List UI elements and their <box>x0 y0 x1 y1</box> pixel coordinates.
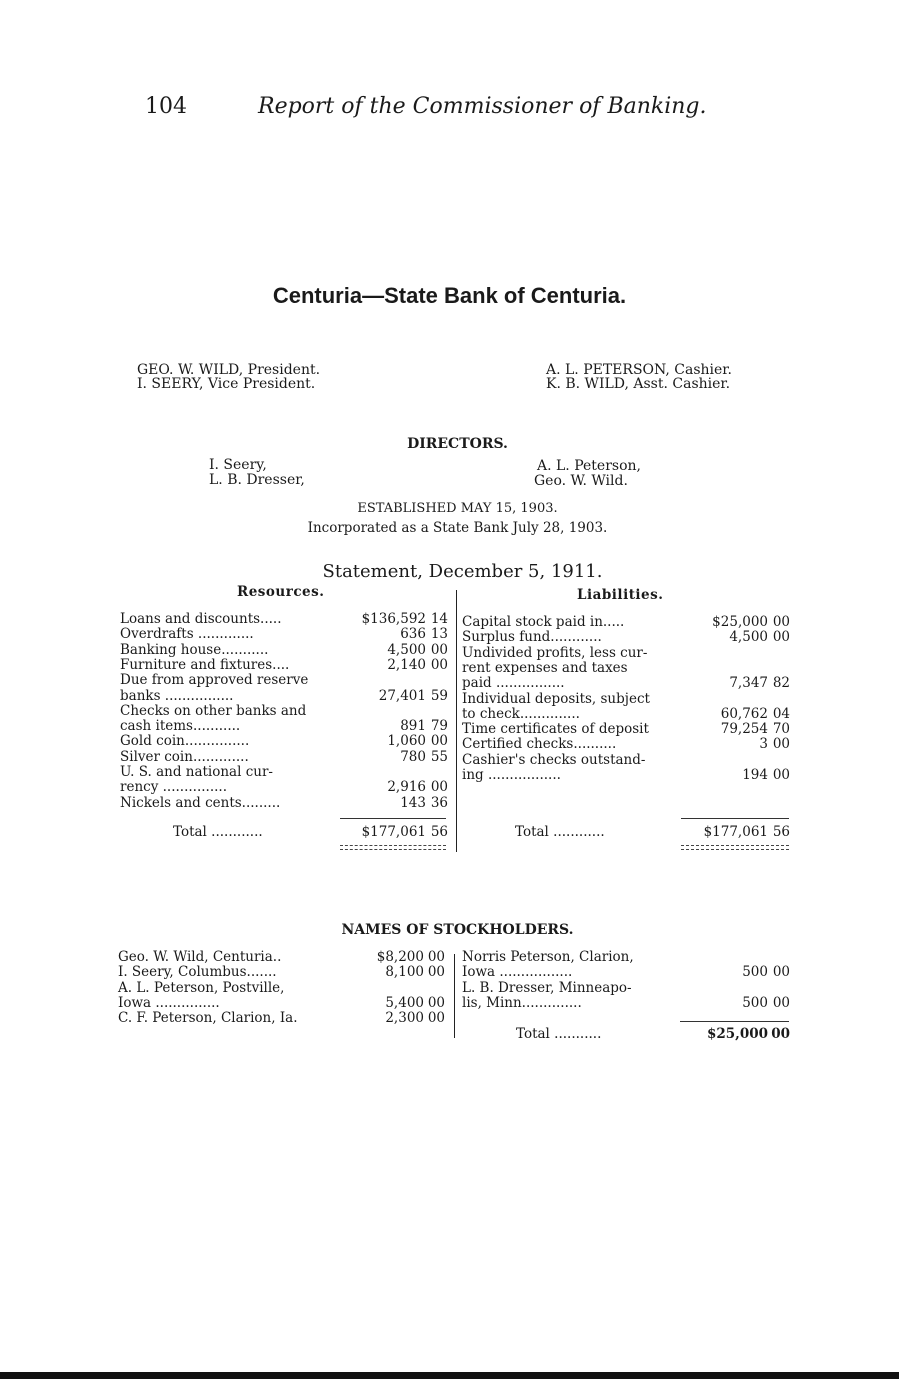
resource-row-dollars: 2,140 <box>387 656 426 673</box>
liability-row-label: Surplus fund............ <box>462 629 602 646</box>
liability-row <box>0 692 899 707</box>
running-title: Report of the Commissioner of Banking. <box>258 94 707 119</box>
liability-row-cents: 00 <box>772 767 790 783</box>
resource-row-label: Due from approved reserve <box>120 672 309 689</box>
stockholder-row-label: C. F. Peterson, Clarion, Ia. <box>118 1010 298 1027</box>
liability-row-cents: 00 <box>772 614 790 630</box>
stockholder-row <box>0 996 899 1011</box>
liability-row-dollars: 60,762 <box>720 705 768 722</box>
liability-row <box>0 753 899 768</box>
liability-row-dollars: 194 <box>742 767 768 783</box>
stockholder-row-dollars: 5,400 <box>385 994 424 1011</box>
stockholder-row-dollars: 500 <box>742 964 768 981</box>
stockholder-row-cents: 00 <box>772 964 790 981</box>
liability-row-dollars: $25,000 <box>712 614 768 630</box>
resource-row-cents: 13 <box>430 626 448 643</box>
stockholders-total-cents: 00 <box>771 1026 790 1042</box>
director-left-2: L. B. Dresser, <box>209 472 305 488</box>
stockholder-row <box>0 950 899 965</box>
resource-row-dollars: 143 <box>400 794 426 811</box>
resources-total-rule <box>340 818 446 819</box>
stockholder-row-dollars: $8,200 <box>376 949 424 965</box>
liability-row-label: paid ................ <box>462 675 565 692</box>
director-right-1: A. L. Peterson, <box>537 458 641 474</box>
liability-row-dollars: 3 <box>759 736 768 753</box>
stockholder-row-cents: 00 <box>427 964 445 981</box>
resource-row-cents: 00 <box>430 656 448 673</box>
stockholder-row-label: Iowa ............... <box>118 994 220 1011</box>
liability-row-cents: 00 <box>772 736 790 753</box>
resource-row-cents: 79 <box>430 718 448 735</box>
liability-row <box>0 707 899 722</box>
liabilities-total-cents: 56 <box>772 824 790 840</box>
officer-president: GEO. W. WILD, President. <box>137 362 321 378</box>
officer-vice-president: I. SEERY, Vice President. <box>137 376 316 392</box>
resource-row-dollars: 780 <box>400 748 426 765</box>
liabilities-total-label: Total ............ <box>515 824 605 840</box>
liability-row-label: Certified checks.......... <box>462 736 617 753</box>
stockholder-row-label: I. Seery, Columbus....... <box>118 964 277 981</box>
stockholder-row-cents: 00 <box>427 949 445 965</box>
liabilities-total-row <box>0 825 899 843</box>
stockholders-total-dollars: $25,000 <box>706 1026 768 1042</box>
stockholder-row-dollars: 8,100 <box>385 964 424 981</box>
stockholder-row-dollars: 500 <box>742 994 768 1011</box>
liability-row <box>0 646 899 661</box>
stockholders-total-label: Total ........... <box>516 1026 602 1042</box>
liability-row <box>0 768 899 783</box>
resource-row-cents: 00 <box>430 779 448 796</box>
stockholder-row-cents: 00 <box>427 1010 445 1027</box>
resource-row-label: banks ................ <box>120 687 234 704</box>
stockholder-row-cents: 00 <box>772 994 790 1011</box>
resource-row-cents: 00 <box>430 641 448 658</box>
liability-row <box>0 737 899 752</box>
liability-row-label: Cashier's checks outstand- <box>462 751 646 768</box>
stockholder-row <box>0 981 899 996</box>
resource-row-dollars: 1,060 <box>387 733 426 750</box>
liability-row <box>0 722 899 737</box>
liability-row-cents: 00 <box>772 629 790 646</box>
resource-row <box>0 796 899 811</box>
stockholder-row-label: A. L. Peterson, Postville, <box>118 979 285 996</box>
liabilities-heading: Liabilities. <box>577 587 664 603</box>
stockholder-row-label: Norris Peterson, Clarion, <box>462 949 634 965</box>
stockholder-row-label: Geo. W. Wild, Centuria.. <box>118 949 282 965</box>
resource-row-cents: 36 <box>430 794 448 811</box>
resource-row-dollars: 4,500 <box>387 641 426 658</box>
stockholders-heading: NAMES OF STOCKHOLDERS. <box>341 922 574 938</box>
resource-row-label: Gold coin............... <box>120 733 250 750</box>
column-divider <box>456 590 457 852</box>
stockholder-row <box>0 965 899 980</box>
liabilities-double-rule <box>681 845 789 850</box>
liability-row-label: rent expenses and taxes <box>462 659 628 676</box>
liability-row-dollars: 7,347 <box>729 675 768 692</box>
liability-row-label: Individual deposits, subject <box>462 690 650 707</box>
resource-row-label: Furniture and fixtures.... <box>120 656 290 673</box>
stockholder-row-label: L. B. Dresser, Minneapo- <box>462 979 632 996</box>
resource-row-label: cash items........... <box>120 718 241 735</box>
resource-row-label: Banking house........... <box>120 641 269 658</box>
resource-row-cents: 55 <box>430 748 448 765</box>
resource-row-label: Loans and discounts..... <box>120 611 282 627</box>
resource-row-cents: 00 <box>430 733 448 750</box>
director-left-1: I. Seery, <box>209 457 267 473</box>
resource-row-dollars: 27,401 <box>378 687 426 704</box>
resources-heading: Resources. <box>237 584 325 600</box>
liability-row-label: ing ................. <box>462 767 561 783</box>
established-line: ESTABLISHED MAY 15, 1903. <box>357 501 558 516</box>
stockholders-total-row <box>0 1027 899 1045</box>
directors-heading: DIRECTORS. <box>407 436 508 452</box>
resource-row-label: U. S. and national cur- <box>120 764 273 780</box>
resource-row-cents: 59 <box>430 687 448 704</box>
liability-row-cents: 04 <box>772 705 790 722</box>
statement-title: Statement, December 5, 1911. <box>322 561 603 582</box>
resource-row-dollars: 891 <box>400 718 426 735</box>
officer-cashier: A. L. PETERSON, Cashier. <box>546 362 732 378</box>
stockholder-row-label: Iowa ................. <box>462 964 573 981</box>
liability-row-label: Time certificates of deposit <box>462 721 649 738</box>
liability-row <box>0 615 899 630</box>
liabilities-total-rule <box>681 818 789 819</box>
page-number: 104 <box>145 94 187 119</box>
liability-row-cents: 82 <box>772 675 790 692</box>
stockholders-divider <box>454 954 455 1038</box>
incorporated-line: Incorporated as a State Bank July 28, 1903. <box>307 520 608 536</box>
resources-double-rule <box>340 845 446 850</box>
resource-row-label: Nickels and cents......... <box>120 794 281 811</box>
resource-row-dollars: 636 <box>400 626 426 643</box>
stockholder-row <box>0 1011 899 1026</box>
resource-row-label: Checks on other banks and <box>120 702 307 719</box>
liability-row-dollars: 79,254 <box>720 721 768 738</box>
resource-row-label: Silver coin............. <box>120 748 249 765</box>
resource-row-cents: 14 <box>430 611 448 627</box>
resources-total-cents: 56 <box>430 824 448 840</box>
resource-row-label: rency ............... <box>120 779 227 796</box>
liability-row <box>0 661 899 676</box>
liability-row-dollars: 4,500 <box>729 629 768 646</box>
resources-total-label: Total ............ <box>173 824 263 840</box>
liability-row-label: Undivided profits, less cur- <box>462 644 648 661</box>
liability-row-cents: 70 <box>772 721 790 738</box>
liabilities-total-dollars: $177,061 <box>703 824 768 840</box>
liability-row <box>0 676 899 691</box>
liability-row-label: Capital stock paid in..... <box>462 614 625 630</box>
resources-total-dollars: $177,061 <box>361 824 426 840</box>
liability-row <box>0 630 899 645</box>
stockholder-row-dollars: 2,300 <box>385 1010 424 1027</box>
resource-row-label: Overdrafts ............. <box>120 626 254 643</box>
officer-asst-cashier: K. B. WILD, Asst. Cashier. <box>546 376 731 392</box>
director-right-2: Geo. W. Wild. <box>534 473 628 489</box>
stockholders-total-rule <box>680 1021 789 1022</box>
stockholder-row-cents: 00 <box>427 994 445 1011</box>
resource-row-dollars: $136,592 <box>361 611 426 627</box>
bank-title: Centuria—State Bank of Centuria. <box>272 283 627 308</box>
page-edge-bar <box>0 1372 899 1379</box>
liability-row-label: to check.............. <box>462 705 580 722</box>
stockholder-row-label: lis, Minn.............. <box>462 994 582 1011</box>
resource-row-dollars: 2,916 <box>387 779 426 796</box>
